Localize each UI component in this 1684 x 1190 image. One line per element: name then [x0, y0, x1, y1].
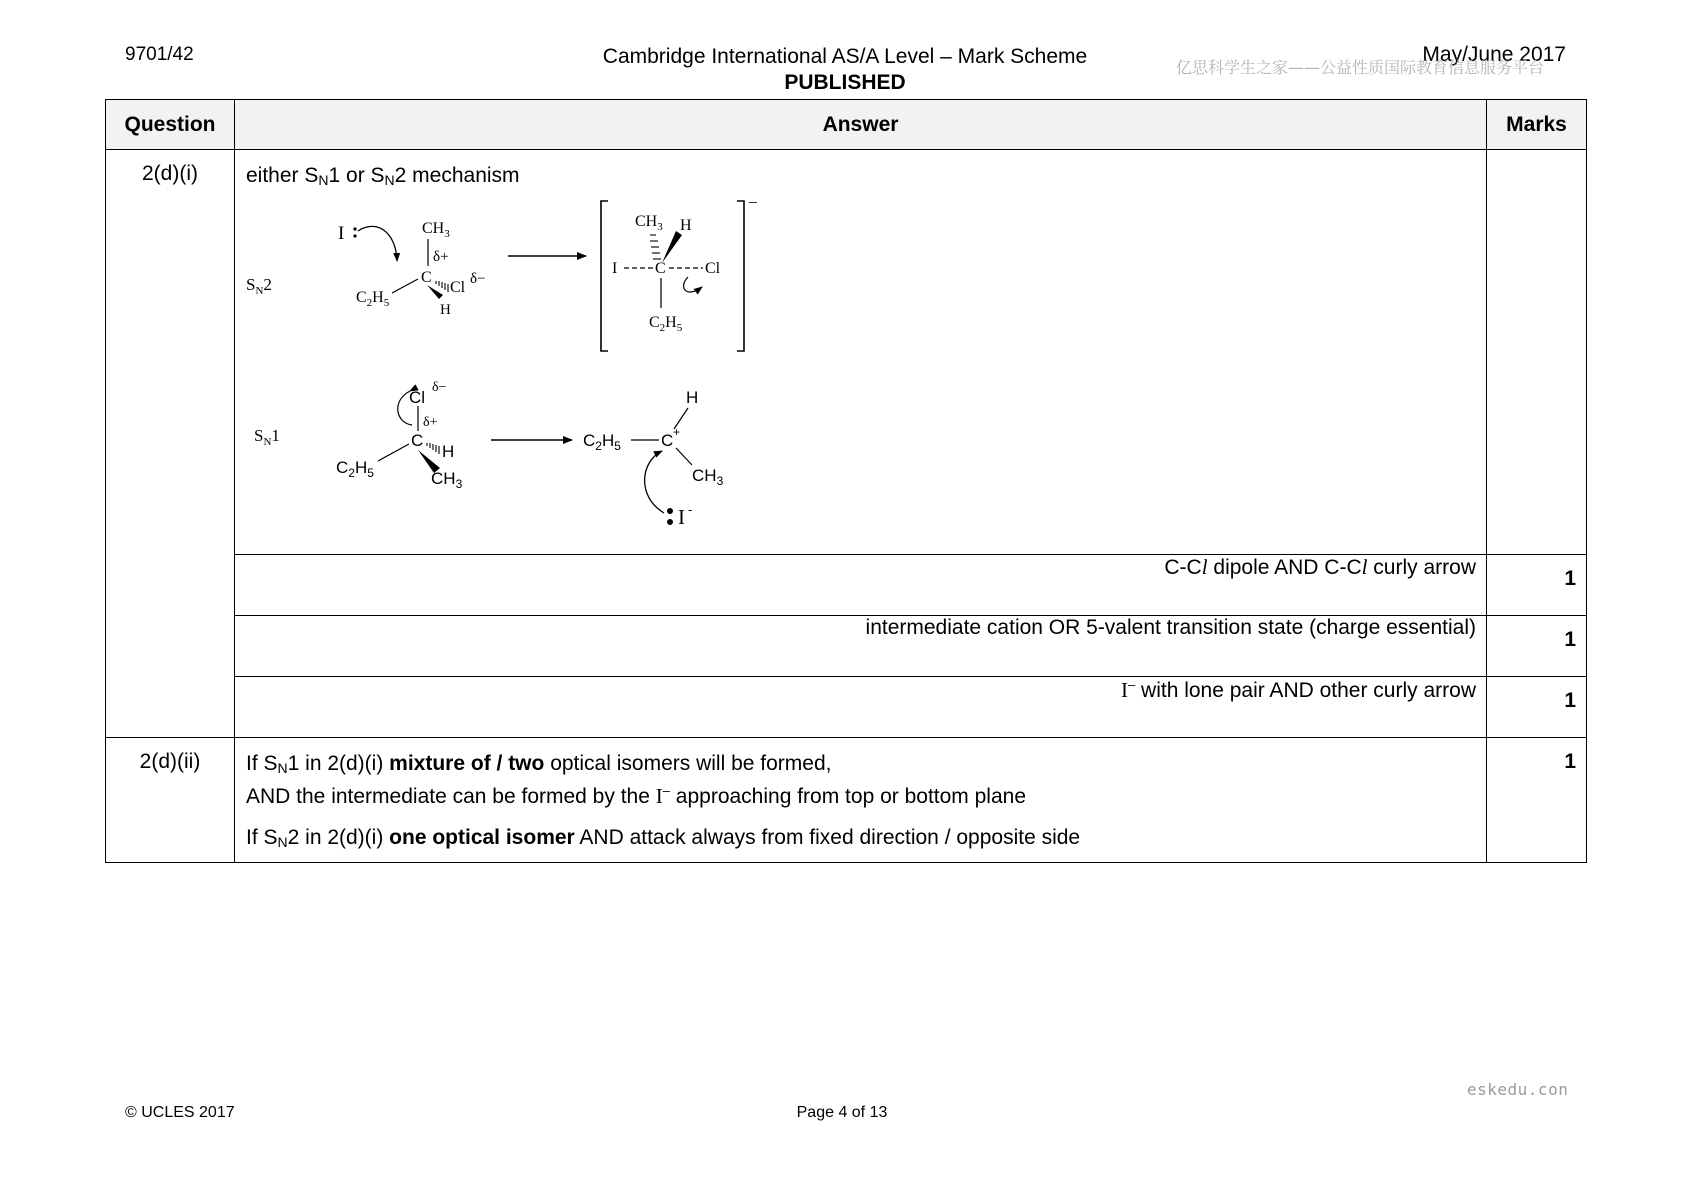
- svg-text:H: H: [680, 217, 692, 234]
- mark-value: 1: [1487, 677, 1587, 738]
- svg-text:C: C: [655, 260, 666, 277]
- svg-text:C: C: [411, 431, 424, 450]
- mark-point: C-Cl dipole AND C-Cl curly arrow: [235, 555, 1487, 616]
- svg-text:C2H5: $C_2H_5$: [583, 431, 621, 453]
- table-row: [106, 738, 1587, 863]
- watermark-bottom: eskedu.con: [1467, 1080, 1569, 1099]
- answer-stereochemistry: [235, 738, 1487, 863]
- svg-text:H: H: [686, 388, 699, 407]
- document-title: [450, 44, 1240, 96]
- mark-value: 1: [1487, 616, 1587, 677]
- table-row: [106, 555, 1587, 616]
- marks-empty: [1487, 150, 1587, 555]
- delta-minus: δ−: [470, 271, 486, 287]
- sn1-label: $S_N1$: [254, 426, 280, 448]
- page-number: Page 4 of 13: [796, 1104, 888, 1121]
- table-row: [106, 150, 1587, 555]
- svg-text:H: H: [442, 442, 455, 461]
- paper-code: 9701/42: [125, 44, 194, 65]
- published-label: PUBLISHED: [784, 71, 906, 94]
- svg-text:CH3: $CH_3$: [692, 466, 724, 488]
- answer-line: AND the intermediate can be formed by the I– approaching from top or bottom plane: [246, 783, 1026, 808]
- svg-text:C2H5: $C_2H_5$: [356, 289, 390, 309]
- answer-line: If $S_N1$ in 2(d)(i) mixture of / two optical isomers will be formed,: [246, 752, 832, 776]
- mechanism-intro: either $S_N1$ or $S_N2$ mechanism: [246, 164, 520, 188]
- sn2-label: $S_N2$: [246, 275, 272, 297]
- svg-text:-: -: [688, 502, 693, 517]
- svg-text:CH3: $CH_3$: [635, 213, 663, 233]
- mark-point: intermediate cation OR 5-valent transition state (charge essential): [235, 616, 1487, 677]
- svg-text:CH3: $CH_3$: [422, 220, 450, 240]
- question-id: 2(d)(i): [106, 150, 235, 738]
- mechanism-diagram: [246, 191, 766, 531]
- header-answer: Answer: [235, 100, 1487, 150]
- svg-text:C2H5: $C_2H_5$: [649, 314, 683, 334]
- svg-text:δ+: δ+: [423, 415, 438, 430]
- exam-session: May/June 2017: [1422, 43, 1566, 66]
- svg-text:Cl: Cl: [705, 260, 721, 277]
- svg-text:H: H: [440, 302, 451, 318]
- watermark-top: 亿思科学生之家——公益性质国际教育信息服务平台: [1176, 58, 1545, 77]
- svg-text:+: +: [673, 425, 681, 439]
- iodide-ion: I: [338, 223, 345, 244]
- central-carbon: C: [421, 269, 432, 286]
- svg-text:CH3: $CH_3$: [431, 469, 463, 491]
- sn2-reactant: [338, 220, 486, 318]
- question-id: 2(d)(ii): [106, 738, 235, 863]
- title-text: Cambridge International AS/A Level – Mark Scheme: [602, 45, 1088, 68]
- answer-mechanism: [235, 150, 1487, 555]
- svg-text:δ−: δ−: [432, 380, 447, 395]
- delta-plus: δ+: [433, 249, 449, 265]
- curly-arrow: [684, 277, 702, 292]
- iodide-ion: I: [678, 505, 685, 529]
- header-question: Question: [106, 100, 235, 150]
- svg-text:C2H5: $C_2H_5$: [336, 458, 374, 480]
- svg-text:Cl: Cl: [409, 388, 426, 407]
- answer-line: If $S_N2$ in 2(d)(i) one optical isomer AND attack always from fixed direction / opposite side: [246, 826, 1081, 850]
- svg-text:C: C: [661, 431, 674, 450]
- curly-arrow: [358, 226, 397, 261]
- svg-text:I: I: [612, 260, 618, 277]
- mark-point: I– with lone pair AND other curly arrow: [235, 677, 1487, 738]
- table-row: [106, 616, 1587, 677]
- sn1-reactant: [336, 380, 463, 491]
- sn2-transition-state: [601, 193, 758, 351]
- sn1-carbocation: [583, 388, 724, 529]
- curly-arrow: [645, 451, 664, 513]
- mark-scheme-table: [105, 99, 1587, 863]
- svg-text:Cl: Cl: [450, 279, 466, 296]
- mark-value: 1: [1487, 555, 1587, 616]
- mark-value: 1: [1487, 738, 1587, 863]
- header-marks: Marks: [1487, 100, 1587, 150]
- table-row: [106, 677, 1587, 738]
- transition-state-charge: −: [748, 193, 758, 212]
- table-header-row: [106, 100, 1587, 150]
- copyright: © UCLES 2017: [125, 1104, 235, 1121]
